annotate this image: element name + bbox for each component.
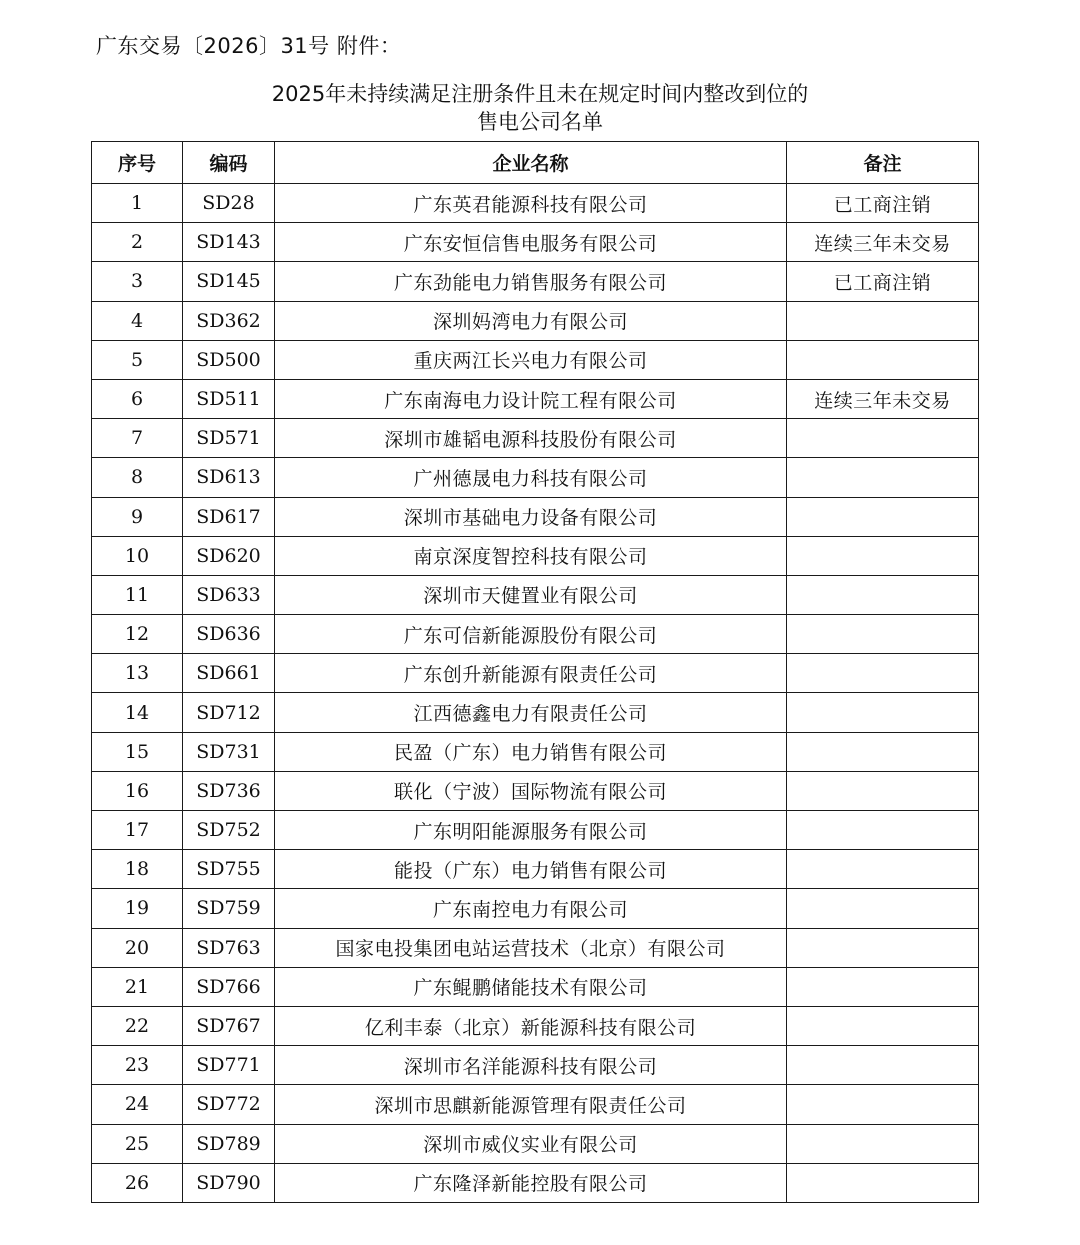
row-seq-cell: 17 [92, 811, 183, 850]
row-company-name-cell: 南京深度智控科技有限公司 [275, 536, 787, 575]
row-company-name-cell: 亿利丰泰（北京）新能源科技有限公司 [275, 1006, 787, 1045]
table-row [92, 184, 979, 223]
row-code-cell: SD636 [183, 615, 275, 654]
row-remark-cell [787, 536, 979, 575]
row-remark-cell: 已工商注销 [787, 184, 979, 223]
row-company-name-cell: 重庆两江长兴电力有限公司 [275, 340, 787, 379]
row-seq-cell: 20 [92, 928, 183, 967]
table-row [92, 497, 979, 536]
table-row [92, 262, 979, 301]
row-remark-cell [787, 1085, 979, 1124]
table-row [92, 811, 979, 850]
row-remark-cell [787, 458, 979, 497]
row-code-cell: SD620 [183, 536, 275, 575]
row-code-cell: SD143 [183, 223, 275, 262]
column-header-company-name: 企业名称 [275, 142, 787, 184]
company-list-table [91, 141, 979, 1203]
row-seq-cell: 2 [92, 223, 183, 262]
row-company-name-cell: 深圳市雄韬电源科技股份有限公司 [275, 419, 787, 458]
row-remark-cell: 已工商注销 [787, 262, 979, 301]
table-row [92, 1124, 979, 1163]
column-header-code: 编码 [183, 142, 275, 184]
row-code-cell: SD145 [183, 262, 275, 301]
row-seq-cell: 10 [92, 536, 183, 575]
row-seq-cell: 8 [92, 458, 183, 497]
row-code-cell: SD617 [183, 497, 275, 536]
row-remark-cell: 连续三年未交易 [787, 379, 979, 418]
row-company-name-cell: 深圳市天健置业有限公司 [275, 575, 787, 614]
row-company-name-cell: 广东隆泽新能控股有限公司 [275, 1163, 787, 1202]
table-row [92, 771, 979, 810]
row-seq-cell: 25 [92, 1124, 183, 1163]
row-company-name-cell: 广东明阳能源服务有限公司 [275, 811, 787, 850]
row-seq-cell: 21 [92, 967, 183, 1006]
row-company-name-cell: 国家电投集团电站运营技术（北京）有限公司 [275, 928, 787, 967]
row-seq-cell: 19 [92, 889, 183, 928]
table-row [92, 1163, 979, 1202]
row-seq-cell: 5 [92, 340, 183, 379]
row-code-cell: SD500 [183, 340, 275, 379]
row-remark-cell [787, 497, 979, 536]
row-seq-cell: 4 [92, 301, 183, 340]
row-remark-cell [787, 575, 979, 614]
row-remark-cell [787, 811, 979, 850]
row-remark-cell [787, 732, 979, 771]
document-title-line-1: 2025年未持续满足注册条件且未在规定时间内整改到位的 [271, 82, 809, 106]
row-company-name-cell: 广东创升新能源有限责任公司 [275, 654, 787, 693]
row-code-cell: SD752 [183, 811, 275, 850]
row-remark-cell [787, 301, 979, 340]
row-remark-cell [787, 654, 979, 693]
row-seq-cell: 16 [92, 771, 183, 810]
document-reference: 广东交易〔2026〕31号 附件： [96, 34, 402, 58]
row-company-name-cell: 深圳市威仪实业有限公司 [275, 1124, 787, 1163]
table-row [92, 928, 979, 967]
column-header-seq: 序号 [92, 142, 183, 184]
row-seq-cell: 7 [92, 419, 183, 458]
row-company-name-cell: 广州德晟电力科技有限公司 [275, 458, 787, 497]
row-seq-cell: 11 [92, 575, 183, 614]
row-company-name-cell: 广东劲能电力销售服务有限公司 [275, 262, 787, 301]
row-remark-cell [787, 1163, 979, 1202]
table-header [92, 142, 979, 184]
row-company-name-cell: 联化（宁波）国际物流有限公司 [275, 771, 787, 810]
row-remark-cell [787, 693, 979, 732]
table-row [92, 850, 979, 889]
row-code-cell: SD712 [183, 693, 275, 732]
row-company-name-cell: 深圳妈湾电力有限公司 [275, 301, 787, 340]
table-row [92, 889, 979, 928]
table-row [92, 732, 979, 771]
row-company-name-cell: 广东英君能源科技有限公司 [275, 184, 787, 223]
row-remark-cell [787, 615, 979, 654]
row-company-name-cell: 广东南海电力设计院工程有限公司 [275, 379, 787, 418]
row-seq-cell: 22 [92, 1006, 183, 1045]
table-row [92, 223, 979, 262]
table-row [92, 340, 979, 379]
row-company-name-cell: 广东可信新能源股份有限公司 [275, 615, 787, 654]
table-row [92, 1085, 979, 1124]
table-body [92, 184, 979, 1203]
row-code-cell: SD511 [183, 379, 275, 418]
row-seq-cell: 26 [92, 1163, 183, 1202]
row-company-name-cell: 江西德鑫电力有限责任公司 [275, 693, 787, 732]
table-row [92, 536, 979, 575]
row-remark-cell [787, 419, 979, 458]
row-remark-cell [787, 928, 979, 967]
column-header-remark: 备注 [787, 142, 979, 184]
row-code-cell: SD362 [183, 301, 275, 340]
row-code-cell: SD28 [183, 184, 275, 223]
row-company-name-cell: 深圳市思麒新能源管理有限责任公司 [275, 1085, 787, 1124]
table-row [92, 575, 979, 614]
row-code-cell: SD661 [183, 654, 275, 693]
row-code-cell: SD766 [183, 967, 275, 1006]
row-code-cell: SD736 [183, 771, 275, 810]
row-seq-cell: 24 [92, 1085, 183, 1124]
row-seq-cell: 1 [92, 184, 183, 223]
row-code-cell: SD789 [183, 1124, 275, 1163]
table-row [92, 419, 979, 458]
row-remark-cell [787, 889, 979, 928]
row-code-cell: SD731 [183, 732, 275, 771]
row-remark-cell [787, 771, 979, 810]
row-company-name-cell: 深圳市名洋能源科技有限公司 [275, 1046, 787, 1085]
row-seq-cell: 6 [92, 379, 183, 418]
row-seq-cell: 9 [92, 497, 183, 536]
row-code-cell: SD755 [183, 850, 275, 889]
row-code-cell: SD771 [183, 1046, 275, 1085]
table-row [92, 693, 979, 732]
row-code-cell: SD763 [183, 928, 275, 967]
header-row [92, 142, 979, 184]
row-remark-cell [787, 1046, 979, 1085]
row-seq-cell: 18 [92, 850, 183, 889]
row-code-cell: SD772 [183, 1085, 275, 1124]
row-company-name-cell: 民盈（广东）电力销售有限公司 [275, 732, 787, 771]
row-remark-cell [787, 340, 979, 379]
row-code-cell: SD790 [183, 1163, 275, 1202]
row-remark-cell: 连续三年未交易 [787, 223, 979, 262]
table-row [92, 301, 979, 340]
row-seq-cell: 3 [92, 262, 183, 301]
row-remark-cell [787, 1124, 979, 1163]
row-code-cell: SD633 [183, 575, 275, 614]
table-row [92, 379, 979, 418]
row-code-cell: SD767 [183, 1006, 275, 1045]
document-title-line-2: 售电公司名单 [477, 110, 603, 134]
row-company-name-cell: 广东安恒信售电服务有限公司 [275, 223, 787, 262]
row-seq-cell: 15 [92, 732, 183, 771]
row-company-name-cell: 广东鲲鹏储能技术有限公司 [275, 967, 787, 1006]
row-code-cell: SD571 [183, 419, 275, 458]
table-row [92, 458, 979, 497]
row-company-name-cell: 深圳市基础电力设备有限公司 [275, 497, 787, 536]
row-company-name-cell: 能投（广东）电力销售有限公司 [275, 850, 787, 889]
table-row [92, 615, 979, 654]
row-company-name-cell: 广东南控电力有限公司 [275, 889, 787, 928]
table-row [92, 1046, 979, 1085]
row-seq-cell: 13 [92, 654, 183, 693]
table-row [92, 654, 979, 693]
row-seq-cell: 12 [92, 615, 183, 654]
table-row [92, 967, 979, 1006]
row-remark-cell [787, 967, 979, 1006]
row-seq-cell: 14 [92, 693, 183, 732]
row-remark-cell [787, 1006, 979, 1045]
table-row [92, 1006, 979, 1045]
row-seq-cell: 23 [92, 1046, 183, 1085]
row-code-cell: SD759 [183, 889, 275, 928]
row-code-cell: SD613 [183, 458, 275, 497]
row-remark-cell [787, 850, 979, 889]
